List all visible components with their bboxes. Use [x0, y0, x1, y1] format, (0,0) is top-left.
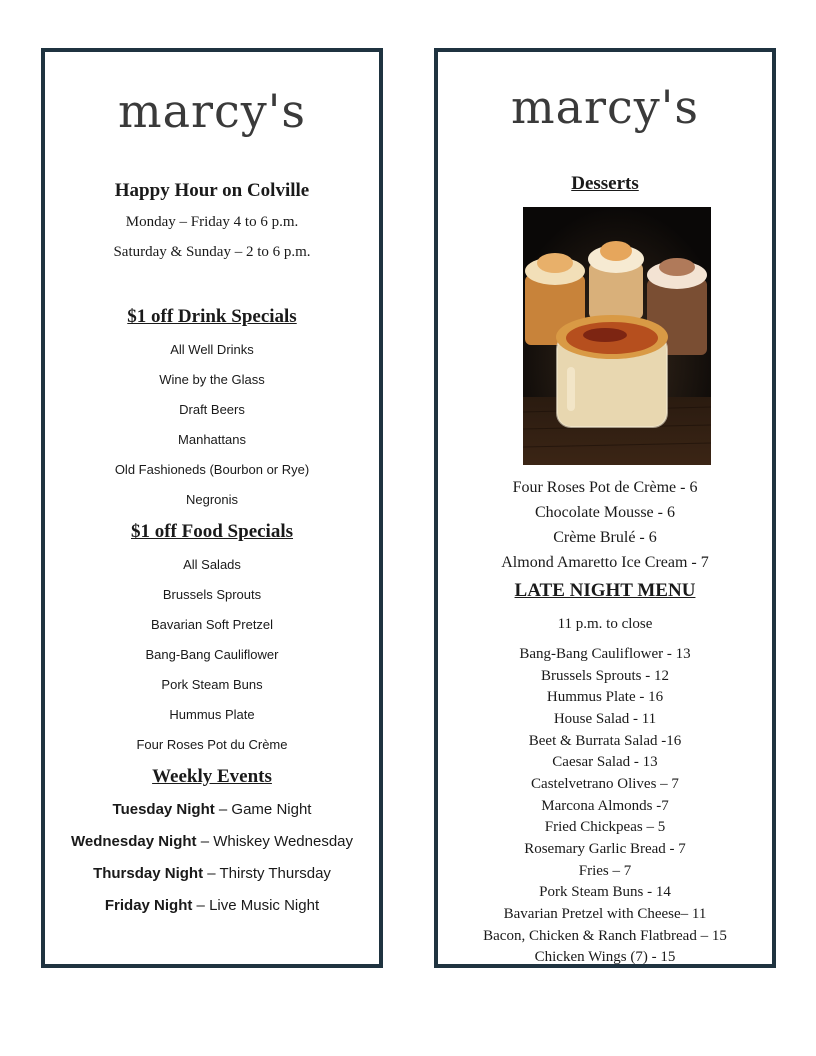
event-night: Thursday Night	[93, 865, 204, 882]
event-name: – Whiskey Wednesday	[196, 833, 354, 850]
food-item: Bavarian Soft Pretzel	[150, 617, 274, 632]
late-item: Bavarian Pretzel with Cheese– 11	[503, 906, 707, 922]
event-name: – Live Music Night	[192, 897, 320, 914]
event-night: Wednesday Night	[70, 833, 197, 850]
late-item: House Salad - 11	[553, 711, 657, 727]
drink-item: Draft Beers	[179, 402, 245, 417]
food-specials-title: $1 off Food Specials	[130, 521, 294, 542]
dessert-item: Crème Brulé - 6	[553, 529, 657, 546]
dessert-item: Chocolate Mousse - 6	[535, 504, 675, 521]
drink-specials-title: $1 off Drink Specials	[127, 306, 297, 327]
late-item: Beet & Burrata Salad -16	[528, 733, 682, 749]
event-row	[45, 833, 379, 850]
late-item: Bang-Bang Cauliflower - 13	[519, 646, 691, 662]
marcys-logo: marcy's	[510, 80, 700, 134]
event-row	[45, 865, 379, 882]
late-item: Chicken Wings (7) - 15	[534, 949, 676, 965]
drink-item: All Well Drinks	[170, 342, 254, 357]
weekly-events-title: Weekly Events	[152, 766, 272, 787]
happy-hour-menu-panel	[41, 48, 383, 968]
desserts-title: Desserts	[571, 173, 639, 194]
event-row	[45, 801, 379, 818]
drink-item: Manhattans	[178, 432, 246, 447]
marcys-logo: marcy's	[117, 84, 307, 138]
drink-item: Old Fashioneds (Bourbon or Rye)	[114, 462, 310, 477]
food-item: Brussels Sprouts	[162, 587, 262, 602]
happy-hour-title: Happy Hour on Colville	[114, 180, 310, 201]
late-item: Pork Steam Buns - 14	[539, 884, 671, 900]
food-item: Bang-Bang Cauliflower	[145, 647, 279, 662]
late-item: Brussels Sprouts - 12	[541, 668, 669, 684]
food-item: Four Roses Pot du Crème	[136, 737, 288, 752]
late-item: Bacon, Chicken & Ranch Flatbread – 15	[483, 928, 727, 944]
weekday-hours: Monday – Friday 4 to 6 p.m.	[125, 214, 299, 230]
event-night: Tuesday Night	[112, 801, 215, 818]
late-item: Caesar Salad - 13	[552, 754, 658, 770]
food-item: All Salads	[183, 557, 241, 572]
food-item: Hummus Plate	[169, 707, 255, 722]
desserts-photo	[523, 207, 711, 465]
late-item: Fries – 7	[578, 863, 632, 879]
desserts-late-night-panel	[434, 48, 776, 968]
event-name: – Game Night	[214, 801, 312, 818]
event-row	[45, 897, 379, 914]
late-night-title: LATE NIGHT MENU	[514, 580, 696, 601]
drink-item: Wine by the Glass	[159, 372, 265, 387]
drink-item: Negronis	[185, 492, 239, 507]
late-item: Fried Chickpeas – 5	[544, 819, 666, 835]
weekend-hours: Saturday & Sunday – 2 to 6 p.m.	[113, 244, 311, 260]
event-name: – Thirsty Thursday	[203, 865, 331, 882]
late-night-hours: 11 p.m. to close	[557, 616, 653, 632]
dessert-item: Almond Amaretto Ice Cream - 7	[501, 554, 709, 571]
late-item: Rosemary Garlic Bread - 7	[524, 841, 686, 857]
event-night: Friday Night	[104, 897, 193, 914]
food-item: Pork Steam Buns	[161, 677, 263, 692]
late-item: Castelvetrano Olives – 7	[531, 776, 679, 792]
late-item: Hummus Plate - 16	[546, 689, 664, 705]
late-item: Marcona Almonds -7	[541, 798, 669, 814]
dessert-item: Four Roses Pot de Crème - 6	[512, 479, 698, 496]
